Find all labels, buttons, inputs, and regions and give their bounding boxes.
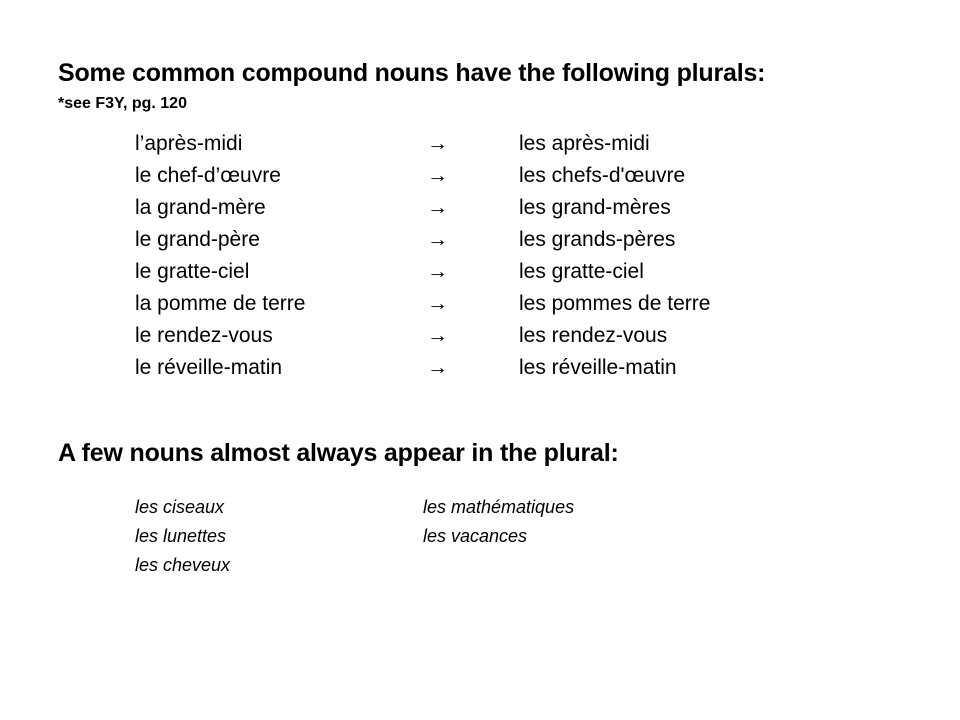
compound-noun-list bbox=[135, 128, 835, 384]
arrow-icon: → bbox=[427, 132, 448, 155]
singular-form: le réveille-matin bbox=[135, 356, 283, 379]
singular-form: le rendez-vous bbox=[135, 324, 273, 347]
plural-nouns-heading: A few nouns almost always appear in the plural: bbox=[58, 439, 619, 467]
arrow-icon: → bbox=[427, 356, 448, 379]
plural-form: les gratte-ciel bbox=[519, 260, 644, 283]
plural-noun: les vacances bbox=[423, 526, 528, 546]
singular-form: la grand-mère bbox=[135, 196, 266, 219]
plural-form: les grands-pères bbox=[519, 228, 676, 251]
plural-form: les réveille-matin bbox=[519, 356, 677, 379]
plural-noun: les ciseaux bbox=[135, 497, 225, 517]
plural-noun: les lunettes bbox=[135, 526, 227, 546]
plural-form: les pommes de terre bbox=[519, 292, 711, 315]
compound-nouns-heading: Some common compound nouns have the following plurals: bbox=[58, 59, 766, 87]
plural-form: les rendez-vous bbox=[519, 324, 668, 347]
plural-nouns-left-column bbox=[135, 493, 230, 580]
compound-noun-row bbox=[135, 160, 835, 192]
compound-noun-row bbox=[135, 288, 835, 320]
compound-noun-row bbox=[135, 128, 835, 160]
plural-noun: les mathématiques bbox=[423, 497, 575, 517]
reference-note: *see F3Y, pg. 120 bbox=[58, 95, 187, 112]
plural-form: les chefs-d'œuvre bbox=[519, 164, 686, 187]
compound-noun-row bbox=[135, 320, 835, 352]
arrow-icon: → bbox=[427, 292, 448, 315]
arrow-icon: → bbox=[427, 164, 448, 187]
singular-form: la pomme de terre bbox=[135, 292, 306, 315]
compound-noun-row bbox=[135, 192, 835, 224]
plural-form: les grand-mères bbox=[519, 196, 671, 219]
singular-form: le grand-père bbox=[135, 228, 260, 251]
compound-noun-row bbox=[135, 224, 835, 256]
singular-form: le gratte-ciel bbox=[135, 260, 250, 283]
plural-only-nouns bbox=[135, 493, 735, 593]
arrow-icon: → bbox=[427, 324, 448, 347]
arrow-icon: → bbox=[427, 196, 448, 219]
singular-form: le chef-d’œuvre bbox=[135, 164, 281, 187]
arrow-icon: → bbox=[427, 228, 448, 251]
compound-noun-row bbox=[135, 352, 835, 384]
compound-noun-row bbox=[135, 256, 835, 288]
plural-nouns-right-column bbox=[423, 493, 574, 551]
plural-noun: les cheveux bbox=[135, 555, 231, 575]
arrow-icon: → bbox=[427, 260, 448, 283]
singular-form: l’après-midi bbox=[135, 132, 243, 155]
plural-form: les après-midi bbox=[519, 132, 650, 155]
